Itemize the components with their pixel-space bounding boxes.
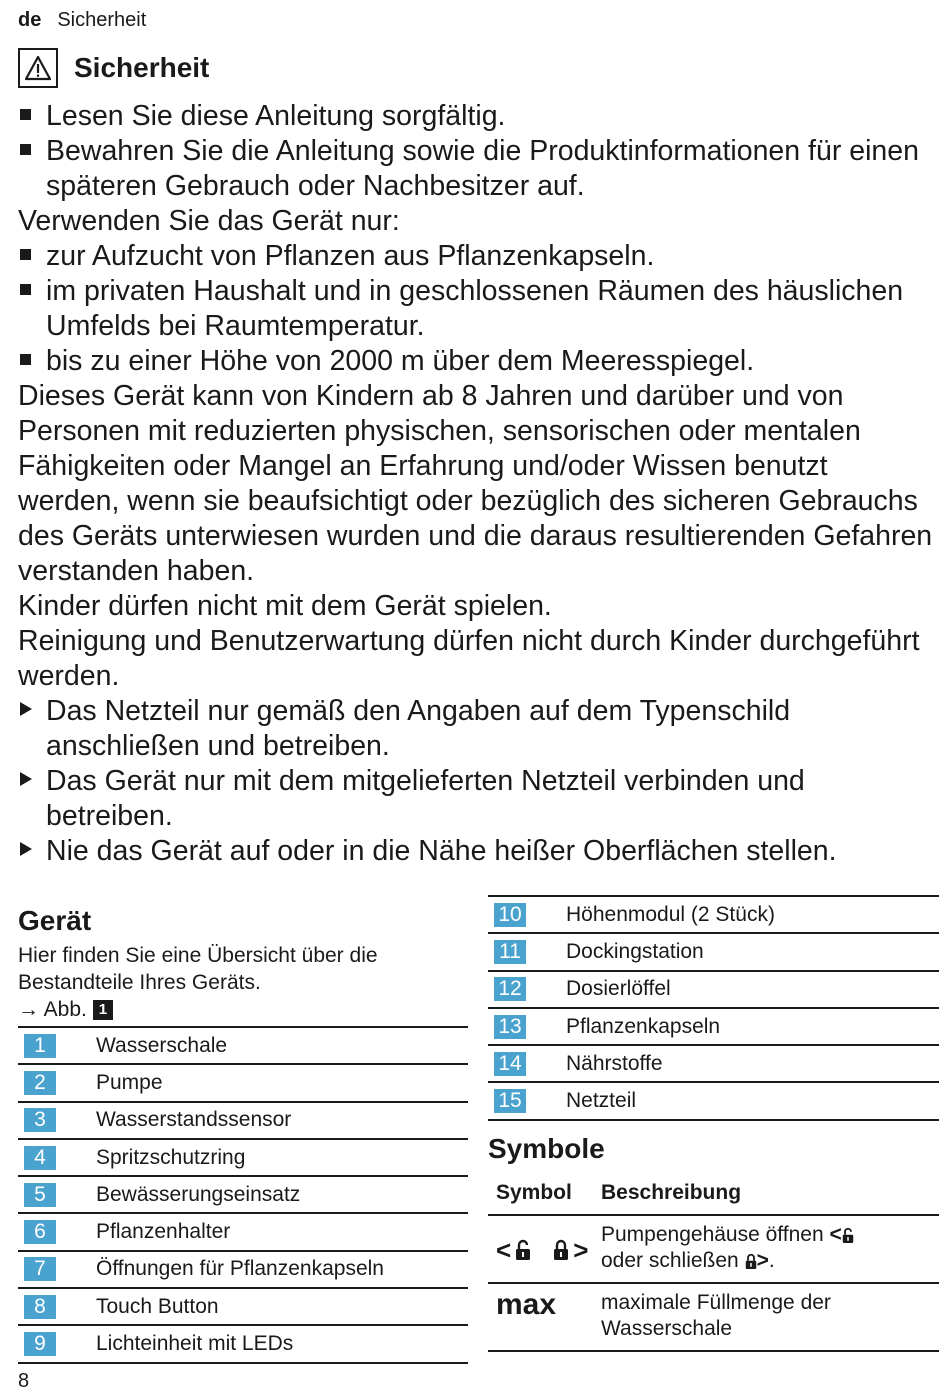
part-label: Pflanzenhalter xyxy=(96,1220,231,1244)
lock-icon xyxy=(745,1253,757,1270)
part-number: 5 xyxy=(24,1183,56,1207)
part-number: 3 xyxy=(24,1108,56,1132)
list-item: zur Aufzucht von Pflanzen aus Pflanzenkapseln. xyxy=(18,239,933,274)
section-heading: Gerät xyxy=(18,905,92,936)
figure-reference: → Abb. 1 xyxy=(18,996,468,1023)
table-row xyxy=(18,1065,468,1102)
symbols-table xyxy=(488,1173,939,1352)
part-label: Dosierlöffel xyxy=(566,977,671,1001)
column-header-symbol: Symbol xyxy=(496,1180,572,1204)
section-intro: Hier finden Sie eine Übersicht über die Bestandteile Ihres Geräts. xyxy=(18,944,378,994)
table-row xyxy=(18,1103,468,1140)
paragraph: Kinder dürfen nicht mit dem Gerät spielen. xyxy=(18,590,552,622)
table-row xyxy=(18,1140,468,1177)
part-label: Dockingstation xyxy=(566,939,704,963)
unlock-icon xyxy=(515,1239,531,1261)
table-row xyxy=(18,1326,468,1363)
symbol-cell: max xyxy=(496,1287,557,1321)
part-number: 12 xyxy=(494,977,526,1001)
table-row xyxy=(488,1216,939,1284)
part-label: Wasserstandssensor xyxy=(96,1108,292,1132)
table-row xyxy=(18,1252,468,1289)
safety-text xyxy=(18,99,933,869)
paragraph: Reinigung und Benutzerwartung dürfen nicht durch Kinder durchgeführt werden. xyxy=(18,625,920,692)
square-bullet-icon xyxy=(20,249,31,260)
part-label: Pumpe xyxy=(96,1070,163,1094)
arrow-bullet-icon xyxy=(20,702,32,716)
part-number: 15 xyxy=(494,1089,526,1113)
list-item: bis zu einer Höhe von 2000 m über dem Meeresspiegel. xyxy=(18,344,933,379)
device-section xyxy=(18,903,468,1364)
section-heading: Symbole xyxy=(488,1132,605,1164)
table-row xyxy=(488,934,939,971)
square-bullet-icon xyxy=(20,144,31,155)
column-header-description: Beschreibung xyxy=(601,1180,742,1204)
part-label: Pflanzenkapseln xyxy=(566,1014,721,1038)
paragraph: Dieses Gerät kann von Kindern ab 8 Jahren und darüber und von Personen mit reduzierten physischen, sensorischen oder mentalen Fähigkeiten oder Mangel an Erfahrung und/oder Wissen benutzt werden, wenn sie beaufsichtigt oder bezüglich des sicheren Gebrauchs des Geräts unterwiesen wurden und die daraus resultierenden Gefahren verstanden haben. xyxy=(18,380,933,587)
table-row xyxy=(488,897,939,934)
part-number: 11 xyxy=(494,940,526,964)
part-label: Touch Button xyxy=(96,1294,219,1318)
page-number: 8 xyxy=(18,1370,30,1392)
parts-table-left xyxy=(18,1026,468,1364)
square-bullet-icon xyxy=(20,354,31,365)
page-header xyxy=(18,9,146,32)
table-row xyxy=(488,1009,939,1046)
part-number: 9 xyxy=(24,1332,56,1356)
paragraph: Verwenden Sie das Gerät nur: xyxy=(18,205,400,237)
part-label: Lichteinheit mit LEDs xyxy=(96,1332,294,1356)
language-code: de xyxy=(18,9,42,31)
list-item: im privaten Haushalt und in geschlossenen Räumen des häuslichen Umfelds bei Raumtemperatur. xyxy=(18,274,933,344)
list-item: Lesen Sie diese Anleitung sorgfältig. xyxy=(18,99,933,134)
table-row xyxy=(488,972,939,1009)
unlock-icon xyxy=(842,1227,854,1244)
part-number: 4 xyxy=(24,1146,56,1170)
part-number: 7 xyxy=(24,1257,56,1281)
table-header xyxy=(488,1173,939,1216)
right-column xyxy=(488,895,939,1352)
action-item: Das Gerät nur mit dem mitgelieferten Netzteil verbinden und betreiben. xyxy=(18,764,933,834)
page-title: Sicherheit xyxy=(74,52,210,83)
list-item: Bewahren Sie die Anleitung sowie die Produktinformationen für einen späteren Gebrauch oder Nachbesitzer auf. xyxy=(18,134,933,204)
part-number: 14 xyxy=(494,1052,526,1076)
part-number: 1 xyxy=(24,1034,56,1058)
part-number: 6 xyxy=(24,1220,56,1244)
table-row xyxy=(488,1046,939,1083)
part-label: Bewässerungseinsatz xyxy=(96,1182,301,1206)
lock-icon xyxy=(553,1239,569,1261)
part-label: Spritzschutzring xyxy=(96,1145,246,1169)
part-number: 8 xyxy=(24,1295,56,1319)
part-label: Nährstoffe xyxy=(566,1051,663,1075)
part-label: Höhenmodul (2 Stück) xyxy=(566,902,775,926)
part-label: Wasserschale xyxy=(96,1033,228,1057)
action-item: Das Netzteil nur gemäß den Angaben auf dem Typenschild anschließen und betreiben. xyxy=(18,694,933,764)
table-row xyxy=(18,1177,468,1214)
figure-number: 1 xyxy=(93,1000,113,1020)
part-number: 13 xyxy=(494,1015,526,1039)
table-row xyxy=(18,1028,468,1065)
parts-table-right xyxy=(488,895,939,1121)
arrow-bullet-icon xyxy=(20,842,32,856)
square-bullet-icon xyxy=(20,109,31,120)
part-number: 10 xyxy=(494,903,526,927)
arrow-bullet-icon xyxy=(20,772,32,786)
action-item: Nie das Gerät auf oder in die Nähe heißer Oberflächen stellen. xyxy=(18,834,933,869)
symbol-cell: < > xyxy=(496,1234,589,1265)
table-row xyxy=(18,1289,468,1326)
description-cell: maximale Füllmenge der Wasserschale xyxy=(601,1290,831,1340)
description-cell: Pumpengehäuse öffnen < oder schließen >. xyxy=(601,1222,939,1274)
header-section: Sicherheit xyxy=(57,9,147,31)
table-row xyxy=(18,1214,468,1251)
table-row xyxy=(488,1083,939,1120)
section-title-row xyxy=(18,48,209,88)
square-bullet-icon xyxy=(20,284,31,295)
part-number: 2 xyxy=(24,1071,56,1095)
part-label: Netzteil xyxy=(566,1089,637,1113)
warning-icon xyxy=(18,48,58,88)
part-label: Öffnungen für Pflanzenkapseln xyxy=(96,1257,384,1281)
table-row xyxy=(488,1284,939,1352)
